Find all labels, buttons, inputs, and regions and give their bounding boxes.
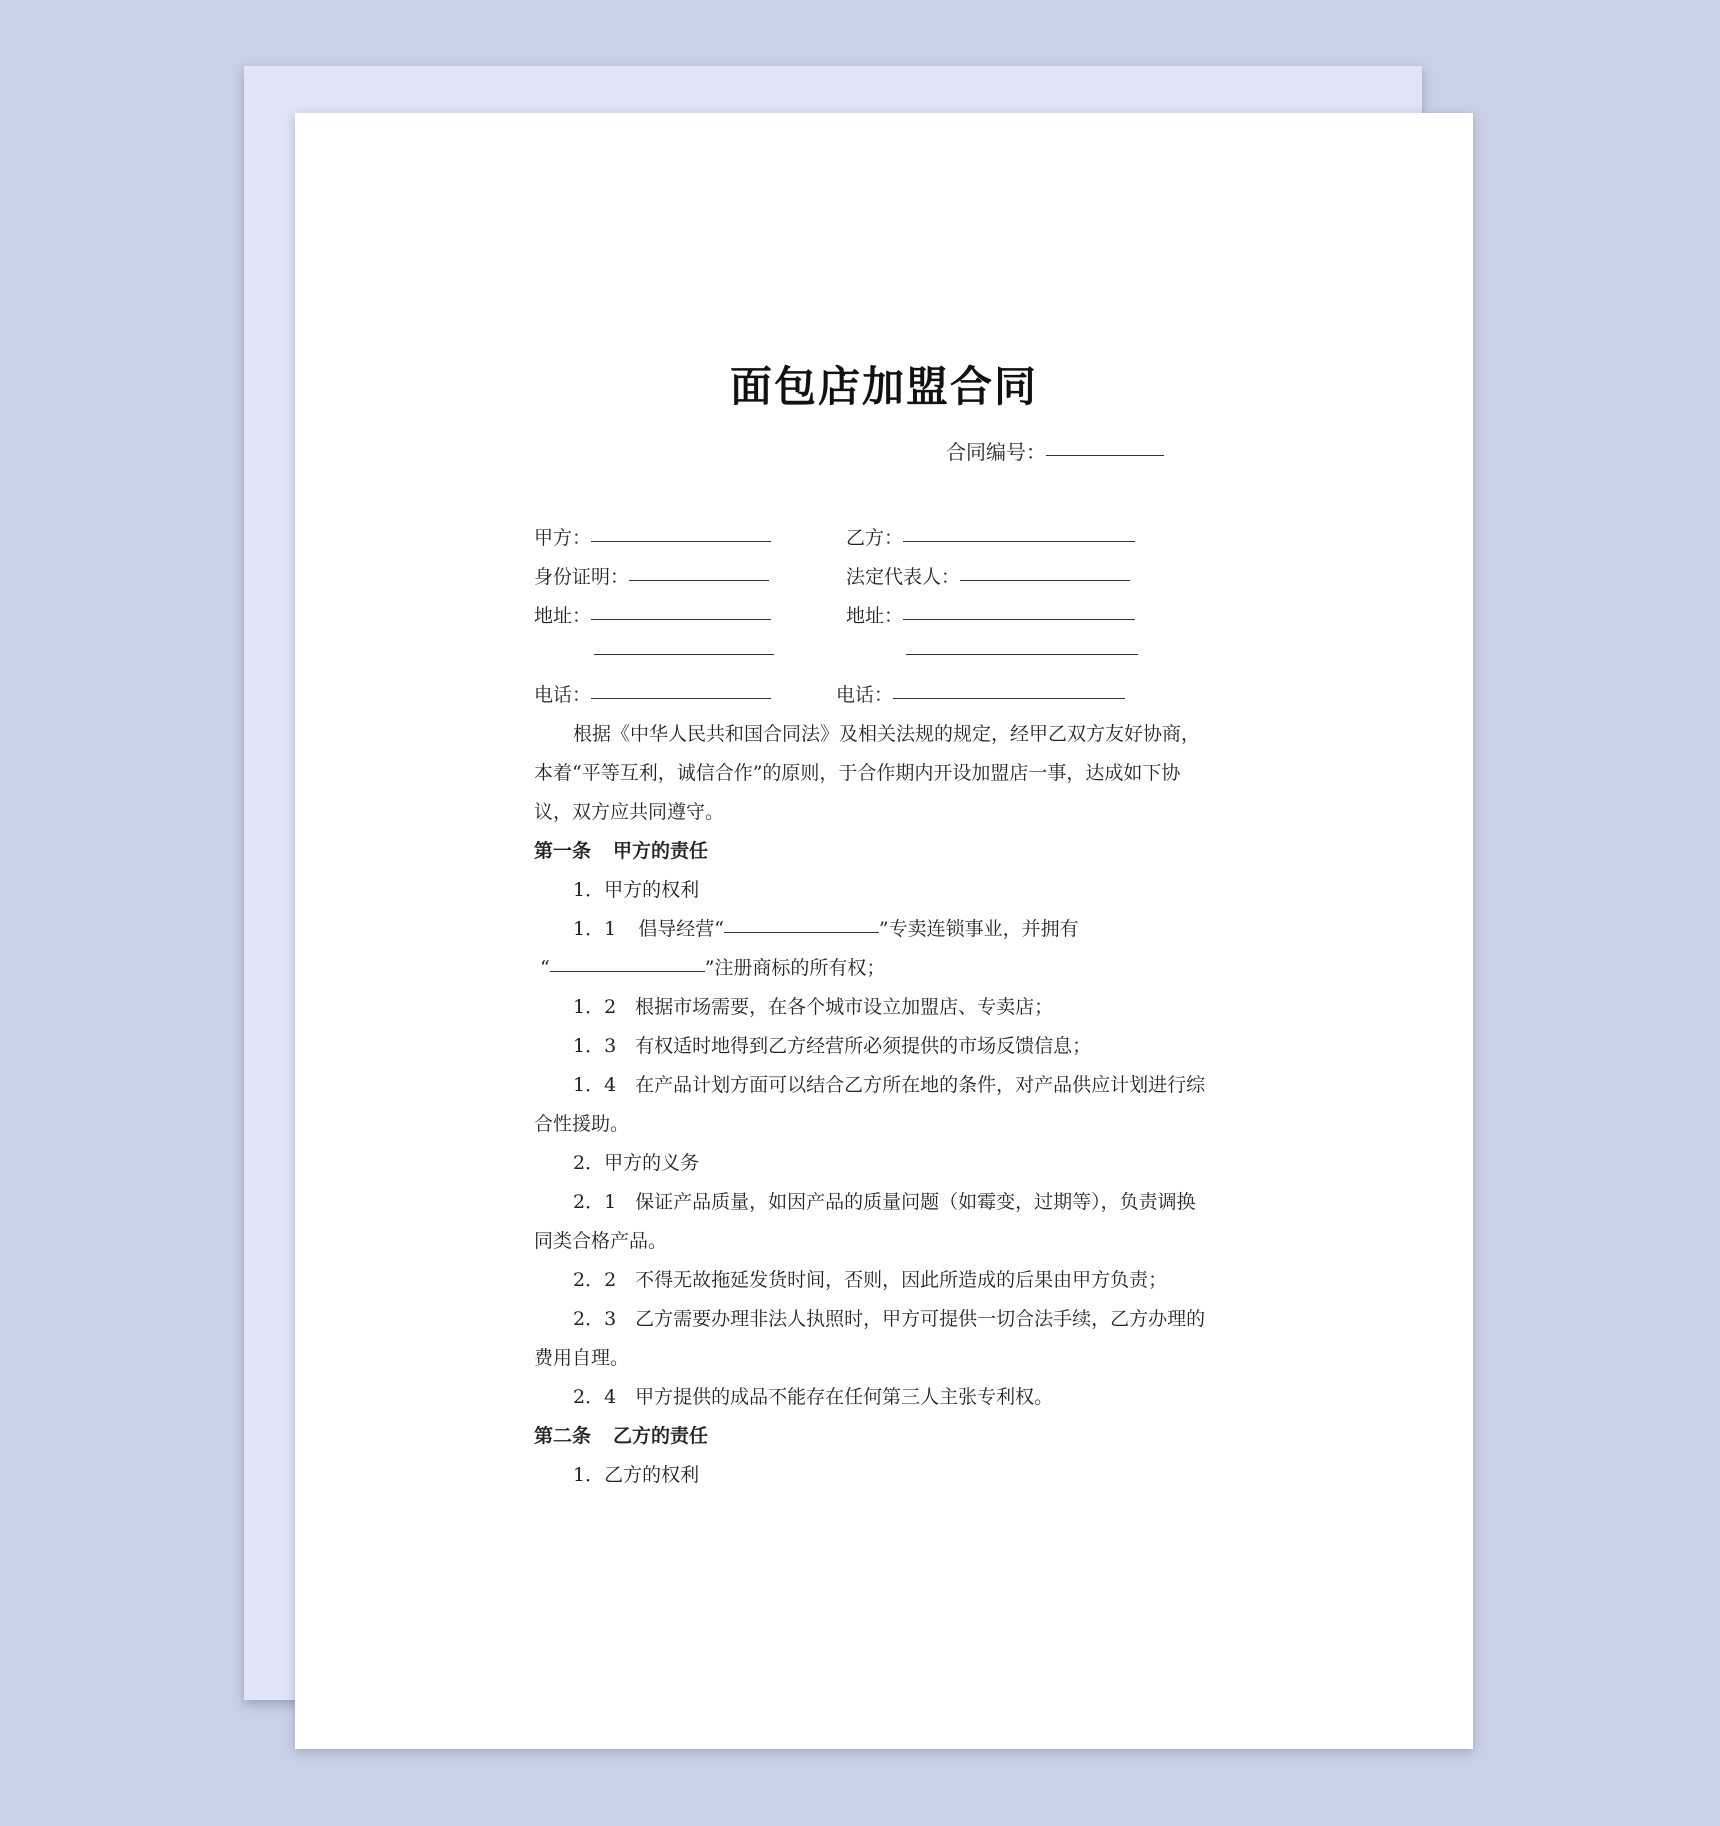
intro-line-3: 议，双方应共同遵守。 (534, 801, 725, 823)
article-1-heading (534, 836, 708, 863)
party-b-field (846, 523, 1135, 550)
intro-line-1: 根据《中华人民共和国合同法》及相关法规的规定，经甲乙双方友好协商， (573, 723, 1201, 745)
phone-a-label: 电话： (534, 684, 592, 706)
intro-line-2: 本着“平等互利，诚信合作”的原则，于合作期内开设加盟店一事，达成如下协 (534, 762, 1181, 784)
address-a-blank (591, 618, 771, 620)
article-1-title: 甲方的责任 (613, 840, 709, 862)
a1-clause-2-1-line2: 同类合格产品。 (534, 1230, 668, 1252)
address-b-line2 (906, 640, 1138, 662)
clause-1-1-blank-2 (550, 970, 705, 972)
address-a-field (534, 601, 771, 628)
phone-a-field (534, 680, 771, 707)
a1-clause-1-3: 1．3 有权适时地得到乙方经营所必须提供的市场反馈信息； (573, 1035, 1092, 1057)
phone-b-label: 电话： (836, 684, 894, 706)
a1-clause-1-1 (573, 914, 1079, 941)
party-a-blank (591, 540, 771, 542)
a1-clause-1-2: 1．2 根据市场需要，在各个城市设立加盟店、专卖店； (573, 996, 1054, 1018)
legal-rep-blank (960, 579, 1130, 581)
id-label: 身份证明： (534, 566, 630, 588)
a1-clause-1-1-line2 (540, 953, 885, 980)
a1-clause-2-3-line2: 费用自理。 (534, 1347, 630, 1369)
clause-1-1-post: ”专卖连锁事业，并拥有 (878, 918, 1079, 940)
clause-1-1-line2-pre: “ (540, 957, 550, 979)
address-b-label: 地址： (846, 605, 904, 627)
a1-section-1: 1．甲方的权利 (573, 879, 700, 901)
a1-clause-2-1-line1: 2．1 保证产品质量，如因产品的质量问题（如霉变，过期等），负责调换 (573, 1191, 1196, 1213)
a1-clause-2-4: 2．4 甲方提供的成品不能存在任何第三人主张专利权。 (573, 1386, 1054, 1408)
article-2-title: 乙方的责任 (613, 1425, 709, 1447)
clause-1-1-line2-post: ”注册商标的所有权； (704, 957, 886, 979)
clause-1-1-number: 1．1 (573, 918, 617, 940)
id-blank (629, 579, 769, 581)
article-2-number: 第二条 (534, 1425, 592, 1447)
a1-section-2: 2．甲方的义务 (573, 1152, 700, 1174)
legal-rep-label: 法定代表人： (846, 566, 961, 588)
party-b-blank (903, 540, 1135, 542)
phone-a-blank (591, 697, 771, 699)
address-a-line2 (594, 640, 774, 662)
a1-clause-1-4-line2: 合性援助。 (534, 1113, 630, 1135)
contract-number-blank (1046, 454, 1164, 456)
address-b-field (846, 601, 1135, 628)
clause-1-1-pre: 倡导经营“ (638, 918, 724, 940)
legal-rep-field (846, 562, 1130, 589)
party-b-label: 乙方： (846, 527, 904, 549)
clause-1-1-blank (724, 931, 879, 933)
article-2-heading (534, 1421, 708, 1448)
phone-b-field (836, 680, 1125, 707)
article-1-number: 第一条 (534, 840, 592, 862)
phone-b-blank (893, 697, 1125, 699)
party-a-field (534, 523, 771, 550)
party-a-label: 甲方： (534, 527, 592, 549)
id-field (534, 562, 769, 589)
document-title: 面包店加盟合同 (729, 362, 1038, 411)
address-b-blank-2 (906, 653, 1138, 655)
contract-number-label: 合同编号： (946, 440, 1046, 464)
address-b-blank (903, 618, 1135, 620)
address-a-blank-2 (594, 653, 774, 655)
contract-number (946, 436, 1164, 465)
address-a-label: 地址： (534, 605, 592, 627)
a2-section-1: 1．乙方的权利 (573, 1464, 700, 1486)
a1-clause-2-3-line1: 2．3 乙方需要办理非法人执照时，甲方可提供一切合法手续，乙方办理的 (573, 1308, 1206, 1330)
a1-clause-1-4-line1: 1．4 在产品计划方面可以结合乙方所在地的条件，对产品供应计划进行综 (573, 1074, 1206, 1096)
a1-clause-2-2: 2．2 不得无故拖延发货时间，否则，因此所造成的后果由甲方负责； (573, 1269, 1168, 1291)
